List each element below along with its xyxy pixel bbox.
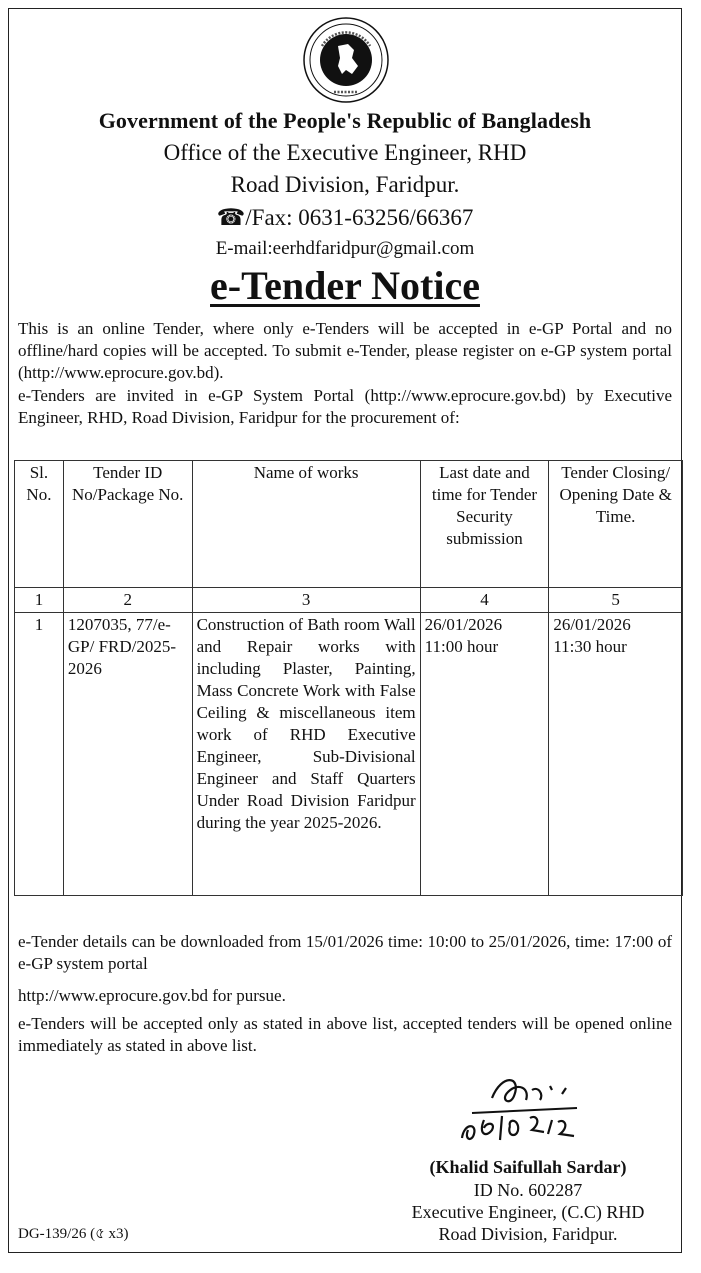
closing-date: 26/01/2026 [553,615,631,634]
header-tender-id: Tender ID No/Package No. [63,461,192,588]
header-security-date: Last date and time for Tender Security submission [420,461,549,588]
column-number: 4 [420,588,549,613]
signatory-office: Road Division, Faridpur. [438,1224,618,1244]
signatory-designation: Executive Engineer, (C.C) RHD [411,1202,645,1222]
division-name: Road Division, Faridpur. [230,172,460,197]
intro-paragraph-1: This is an online Tender, where only e-Tenders will be accepted in e-GP Portal and no offline/hard copies will be accepted. To submit e-Tender, please register on e-GP system portal (http://www.eprocure.gov.bd). [18,319,672,382]
office-name: Office of the Executive Engineer, RHD [163,140,527,165]
fax-line [8,205,682,231]
row-security-datetime [420,613,549,896]
header-closing-date: Tender Closing/ Opening Date & Time. [549,461,683,588]
tender-table [14,460,683,896]
notice-title: e-Tender Notice [210,263,480,308]
dg-number: DG-139/26 (৫ x3) [18,1226,129,1242]
table-row [15,613,683,896]
signatory-name: (Khalid Saifullah Sardar) [429,1157,627,1177]
header-sl: Sl. No. [15,461,64,588]
signatory-id: ID No. 602287 [473,1180,583,1200]
column-number: 5 [549,588,683,613]
security-date: 26/01/2026 [424,615,503,634]
row-closing-datetime [549,613,683,896]
header-name-of-works: Name of works [192,461,420,588]
row-tender-id: 1207035, 77/e-GP/ FRD/2025-2026 [63,613,192,896]
handwritten-signature [452,1068,597,1150]
government-heading: Government of the People's Republic of Bangladesh [98,108,592,133]
column-number-row [15,588,683,613]
column-number: 3 [192,588,420,613]
intro-paragraph-2: e-Tenders are invited in e-GP System Portal (http://www.eprocure.gov.bd) by Executive Engineer, RHD, Road Division, Faridpur for the procurement of: [18,386,672,427]
government-seal-icon [302,16,390,104]
closing-time: 11:30 hour [553,637,627,656]
portal-url: http://www.eprocure.gov.bd for pursue. [18,986,286,1005]
download-paragraph: e-Tender details can be downloaded from 15/01/2026 time: 10:00 to 25/01/2026, time: 17:00 of e-GP system portal [18,932,672,973]
row-sl: 1 [15,613,64,896]
column-number: 2 [63,588,192,613]
table-header-row [15,461,683,588]
acceptance-paragraph: e-Tenders will be accepted only as stated in above list, accepted tenders will be opened online immediately as stated in above list. [18,1014,672,1055]
email-line: E-mail:eerhdfaridpur@gmail.com [215,238,475,259]
fax-number: /Fax: 0631-63256/66367 [245,205,474,230]
security-time: 11:00 hour [424,637,499,656]
column-number: 1 [15,588,64,613]
phone-icon: ☎ [216,205,246,230]
row-work-description: Construction of Bath room Wall and Repair works with including Plaster, Painting, Mass Concrete Work with False Ceiling & miscellaneous item work of RHD Executive Engineer, Sub-Divisional Engineer and Staff Quarters Under Road Division Faridpur during the year 2025-2026. [192,613,420,896]
